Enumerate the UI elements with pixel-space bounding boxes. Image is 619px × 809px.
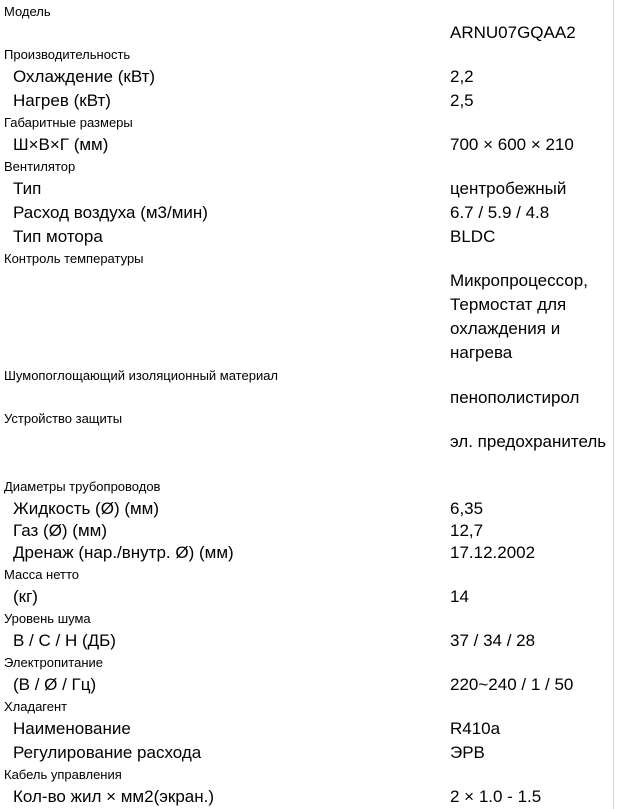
noise-levels-value: 37 / 34 / 28	[450, 631, 536, 650]
motor-type-label: Тип мотора	[13, 227, 103, 246]
section-power-title: Электропитание	[4, 655, 103, 670]
airflow-label: Расход воздуха (м3/мин)	[13, 203, 208, 222]
net-weight-label: (кг)	[13, 587, 38, 606]
section-dimensions-title: Габаритные размеры	[4, 115, 133, 130]
section-noise-title: Уровень шума	[4, 611, 91, 626]
model-value: ARNU07GQAA2	[450, 23, 576, 42]
motor-type-value: BLDC	[450, 227, 496, 246]
flow-control-value: ЭРВ	[450, 743, 485, 762]
net-weight-value: 14	[450, 587, 469, 606]
section-control-cable-title: Кабель управления	[4, 767, 122, 782]
temp-control-value: Микропроцессор, Термостат для охлаждения и нагрева	[450, 271, 588, 362]
power-supply-label: (В / Ø / Гц)	[13, 675, 97, 694]
fan-type-label: Тип	[13, 179, 42, 198]
insulation-value: пенополистирол	[450, 388, 580, 407]
section-net-weight-title: Масса нетто	[4, 567, 80, 582]
cable-cores-value: 2 × 1.0 - 1.5	[450, 787, 542, 806]
gas-pipe-label: Газ (Ø) (мм)	[13, 521, 107, 540]
gas-pipe-value: 12,7	[450, 521, 484, 540]
section-protection-title: Устройство защиты	[4, 411, 123, 426]
dimensions-label: Ш×В×Г (мм)	[13, 135, 109, 154]
power-supply-value: 220~240 / 1 / 50	[450, 675, 574, 694]
cooling-value: 2,2	[450, 67, 474, 86]
airflow-value: 6.7 / 5.9 / 4.8	[450, 203, 550, 222]
section-refrigerant-title: Хладагент	[4, 699, 68, 714]
protection-value: эл. предохранитель	[450, 432, 607, 451]
drain-pipe-label: Дренаж (нар./внутр. Ø) (мм)	[13, 543, 234, 562]
liquid-pipe-value: 6,35	[450, 499, 484, 518]
cooling-label: Охлаждение (кВт)	[13, 67, 156, 86]
heating-value: 2,5	[450, 91, 474, 110]
section-model-title: Модель	[4, 4, 51, 19]
heating-label: Нагрев (кВт)	[13, 91, 111, 110]
fan-type-value: центробежный	[450, 179, 567, 198]
dimensions-value: 700 × 600 × 210	[450, 135, 574, 154]
section-insulation-title: Шумопоглощающий изоляционный материал	[4, 368, 279, 383]
section-temp-control-title: Контроль температуры	[4, 251, 144, 266]
liquid-pipe-label: Жидкость (Ø) (мм)	[13, 499, 160, 518]
section-capacity-title: Производительность	[4, 47, 131, 62]
section-fan-title: Вентилятор	[4, 159, 76, 174]
refrigerant-name-value: R410a	[450, 719, 501, 738]
cable-cores-label: Кол-во жил × мм2(экран.)	[13, 787, 215, 806]
section-piping-title: Диаметры трубопроводов	[4, 479, 161, 494]
refrigerant-name-label: Наименование	[13, 719, 131, 738]
flow-control-label: Регулирование расхода	[13, 743, 202, 762]
noise-levels-label: В / С / Н (ДБ)	[13, 631, 116, 650]
drain-pipe-value: 17.12.2002	[450, 543, 536, 562]
